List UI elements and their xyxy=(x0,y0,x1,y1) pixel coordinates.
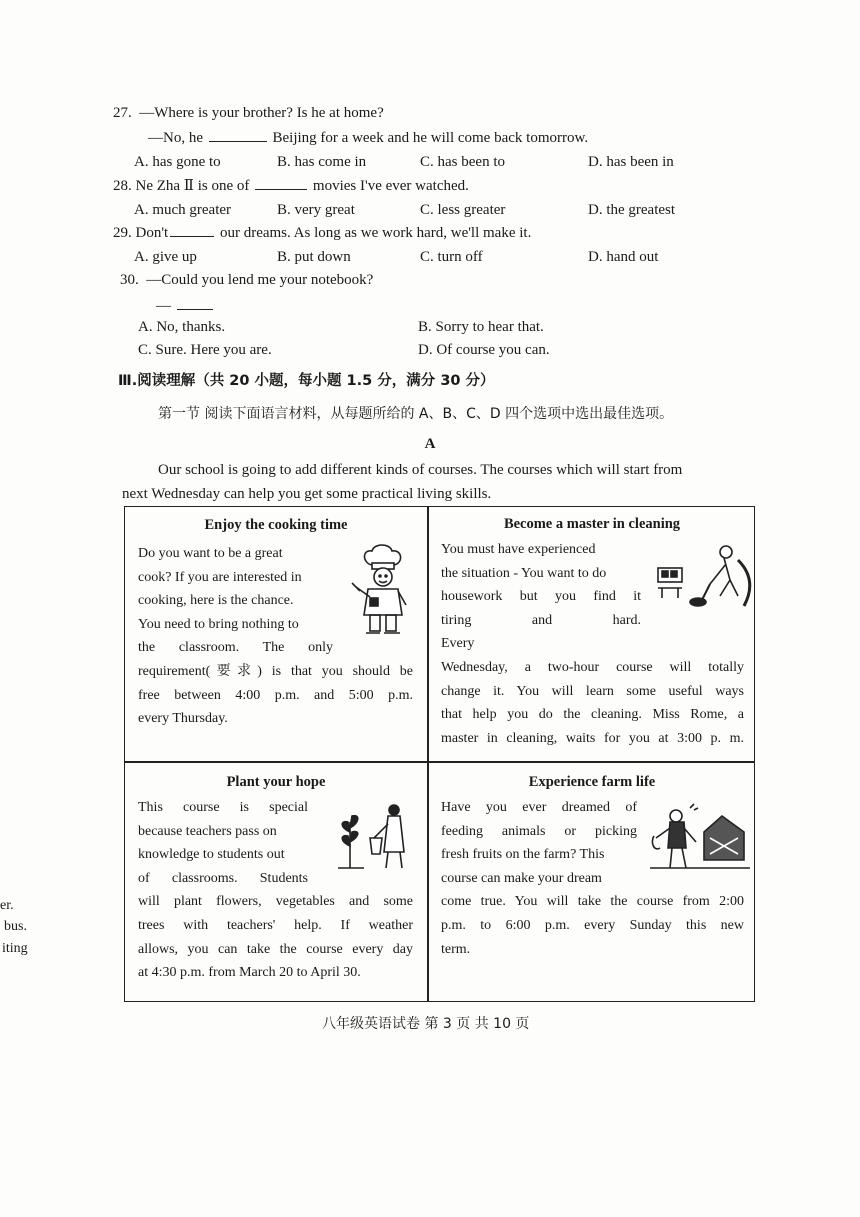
course-title-plant: Plant your hope xyxy=(226,774,326,790)
edge-fragment: iting xyxy=(2,941,28,956)
text-line: of classrooms. Students xyxy=(138,870,308,886)
question-29-option-b[interactable]: B. put down xyxy=(277,249,351,265)
text-line: free between 4:00 p.m. and 5:00 p.m. xyxy=(138,687,413,703)
text-line: term. xyxy=(441,941,471,957)
question-30-line2: — xyxy=(156,296,215,316)
question-28-option-b[interactable]: B. very great xyxy=(277,202,355,218)
text-line: fresh fruits on the farm? This xyxy=(441,847,605,863)
question-27-option-c[interactable]: C. has been to xyxy=(420,154,505,170)
answer-blank xyxy=(209,140,267,142)
text-line: You need to bring nothing to xyxy=(138,616,299,632)
question-28-option-d[interactable]: D. the greatest xyxy=(588,202,676,218)
chef-icon xyxy=(348,543,420,639)
course-title-farm: Experience farm life xyxy=(528,774,656,790)
question-28-option-a[interactable]: A. much greater xyxy=(134,202,232,218)
text-line: every Thursday. xyxy=(138,711,228,727)
text-line: cook? If you are interested in xyxy=(138,569,302,585)
text-line: knowledge to students out xyxy=(138,847,285,863)
text-line: You must have experienced xyxy=(441,542,596,557)
question-27-option-b[interactable]: B. has come in xyxy=(277,154,367,170)
text-line: come true. You will take the course from 2:00 xyxy=(441,894,744,910)
table-divider-horizontal xyxy=(124,761,755,763)
answer-blank xyxy=(255,188,307,190)
table-divider-vertical xyxy=(427,506,429,1002)
question-28-stem: 28. Ne Zha Ⅱ is one of movies I've ever watched. xyxy=(113,178,469,194)
question-28-option-c[interactable]: C. less greater xyxy=(420,202,506,218)
question-27-option-d[interactable]: D. has been in xyxy=(588,154,674,170)
question-30-option-b[interactable]: B. Sorry to hear that. xyxy=(418,319,544,335)
text-line: feeding animals or picking xyxy=(441,823,637,839)
course-title-cleaning: Become a master in cleaning xyxy=(503,516,681,532)
question-29-option-c[interactable]: C. turn off xyxy=(420,249,483,265)
question-27-option-a[interactable]: A. has gone to xyxy=(134,154,221,170)
text-line: Wednesday, a two-hour course will totally xyxy=(441,659,744,675)
text-line: tiring and hard. Every xyxy=(441,612,641,652)
passage-label: A xyxy=(424,436,436,452)
text-line: p.m. to 6:00 p.m. every Sunday this new xyxy=(441,917,744,933)
text-line: This course is special xyxy=(138,800,308,815)
question-30-option-d[interactable]: D. Of course you can. xyxy=(418,342,550,358)
text-line: trees with teachers' help. If weather xyxy=(138,917,413,933)
question-30-stem: 30. —Could you lend me your notebook? xyxy=(120,272,374,288)
text-line: the classroom. The only xyxy=(138,640,333,656)
section-instruction: 第一节 阅读下面语言材料，从每题所给的 A、B、C、D 四个选项中选出最佳选项。 xyxy=(158,406,674,422)
text-line: at 4:30 p.m. from March 20 to April 30. xyxy=(138,965,361,981)
question-27-line2: —No, he Beijing for a week and he will come back tomorrow. xyxy=(148,130,589,146)
question-27-stem: 27. —Where is your brother? Is he at home? xyxy=(113,105,384,121)
edge-fragment: er. xyxy=(0,898,14,913)
passage-intro-line-2: next Wednesday can help you get some practical living skills. xyxy=(122,486,492,502)
section-title: Ⅲ.阅读理解（共 20 小题，每小题 1.5 分，满分 30 分） xyxy=(118,373,495,389)
text-line: housework but you find it xyxy=(441,589,641,605)
passage-intro-line-1: Our school is going to add different kinds of courses. The courses which will start from xyxy=(158,462,683,478)
question-30-option-a[interactable]: A. No, thanks. xyxy=(138,319,226,335)
text-line: will plant flowers, vegetables and some xyxy=(138,894,413,910)
text-line: allows, you can take the course every day xyxy=(138,941,413,957)
question-29-stem: 29. Don't our dreams. As long as we work hard, we'll make it. xyxy=(113,225,532,241)
text-line: cooking, here is the chance. xyxy=(138,593,294,609)
course-title-cooking: Enjoy the cooking time xyxy=(204,517,348,533)
planting-icon xyxy=(334,802,410,872)
answer-blank xyxy=(170,235,214,237)
text-line: requirement(要求) is that you should be xyxy=(138,663,413,679)
text-line: the situation - You want to do xyxy=(441,565,607,581)
text-line: Have you ever dreamed of xyxy=(441,800,637,815)
edge-fragment: bus. xyxy=(4,919,27,934)
question-30-option-c[interactable]: C. Sure. Here you are. xyxy=(138,342,272,358)
text-line: that help you do the cleaning. Miss Rome, a xyxy=(441,707,744,723)
text-line: change it. You will learn some useful ways xyxy=(441,683,744,699)
text-line: because teachers pass on xyxy=(138,823,277,839)
answer-blank xyxy=(177,308,213,310)
question-29-option-a[interactable]: A. give up xyxy=(134,249,197,265)
farm-icon xyxy=(650,802,750,872)
text-line: master in cleaning, waits for you at 3:00 p. m. xyxy=(441,730,744,746)
question-29-option-d[interactable]: D. hand out xyxy=(588,249,659,265)
cleaning-icon xyxy=(654,540,758,612)
text-line: Do you want to be a great xyxy=(138,546,283,561)
page-footer: 八年级英语试卷 第 3 页 共 10 页 xyxy=(322,1016,530,1032)
text-line: course can make your dream xyxy=(441,870,602,886)
